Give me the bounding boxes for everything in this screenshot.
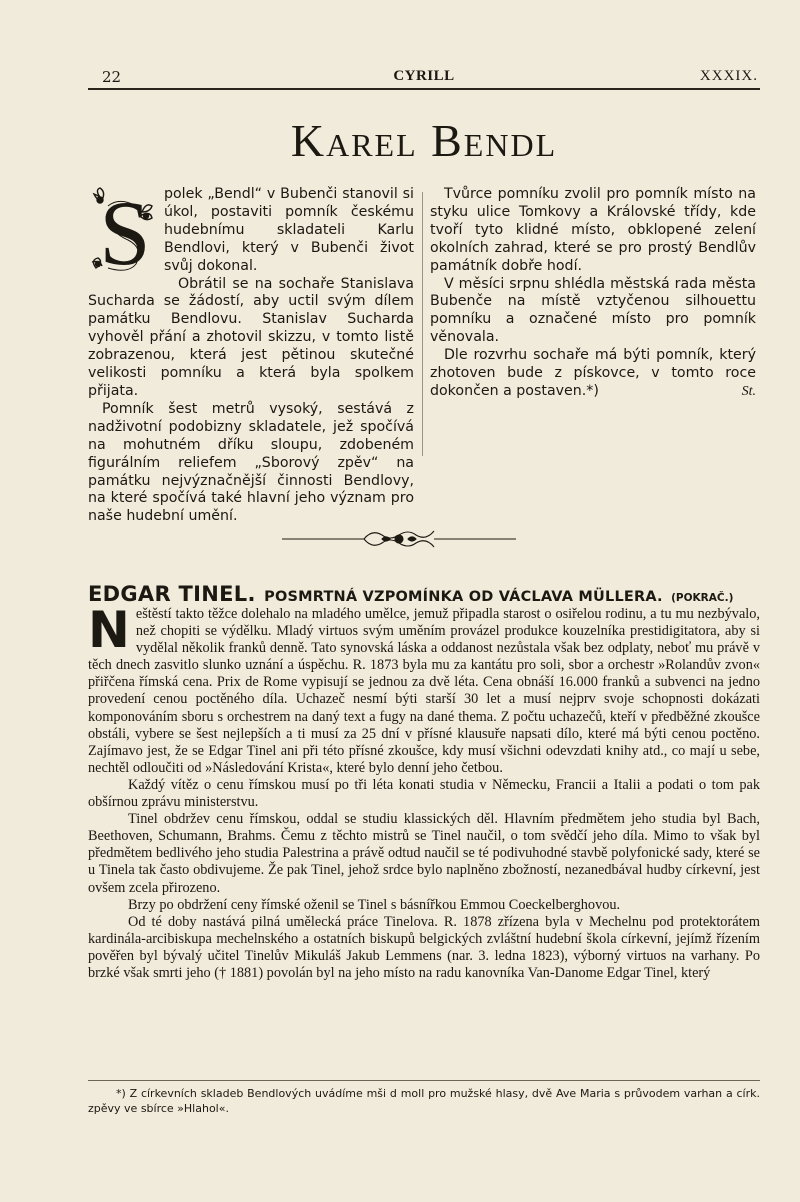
page-number: 22 [102,68,122,86]
column-left [88,186,414,526]
footnote-text: *) Z církevních skladeb Bendlových uvádíme mši d moll pro mužské hlasy, dvě Ave Maria s průvodem varhan a círk. zpěvy ve sbírce »Hlahol«. [88,1087,760,1115]
tinel-paragraph-2: Každý vítěz o cenu římskou musí po tři léta konati studia v Německu, Francii a Italii a podati o tom pak obšírnou zprávu ministerstvu. [88,776,760,811]
article-bendl [88,186,760,525]
footnote [88,1086,760,1116]
tinel-paragraph-5: Od té doby nastává pilná umělecká práce Tinelova. R. 1878 zřízena byla v Mechelnu pod protektorátem kardinála-arcibiskupa mechelnského a ostatních biskupů belgických zvláštní hudební škola církevní, jejímž řízením pověřen byl bývalý učitel Tinelův Mikuláš Jakub Lemmens (nar. 3. ledna 1823), výborný virtuos na varhany. Po brzké však smrti jeho († 1881) povolán byl na jeho místo na radu kanovníka Van-Danome Edgar Tinel, který [88,913,760,981]
tinel-title-subtitle: POSMRTNÁ VZPOMÍNKA OD VÁCLAVA MÜLLERA. [264,589,663,605]
article-title-bendl: Karel Bendl [290,115,558,166]
header-rule [88,88,760,90]
tinel-paragraph-3: Tinel obdržev cenu římskou, oddal se studiu klassických děl. Hlavním předmětem jeho studia byl Bach, Beethoven, Schumann, Brahms. Čemu z těchto mistrů se Tinel naučil, o tom svědčí jeho díla. Mimo to však byl předmětem bedlivého jeho studia Palestrina a právě odtud naučil se té podivuhodné stavbě polyfonické sady, které se u Tinela tak často obdivujeme. Že pak Tinel, jehož srdce bylo naplněno zbožností, nezanedbával hudby církevní, jest ovšem zcela přirozeno. [88,811,760,896]
ornamental-initial-s-icon [88,186,158,278]
article-tinel [88,601,760,982]
drop-cap-letter: S [99,186,151,278]
bendl-paragraph-5: V měsíci srpnu shlédla městská rada města Bubenče na místě vztyčenou silhouettu pomníku a označené místo pro pomník věnovala. [430,275,756,346]
article-title-tinel [88,578,768,607]
bendl-paragraph-4: Tvůrce pomníku zvolil pro pomník místo na styku ulice Tomkovy a Královské třídy, kde tvoří tyto klidné místo, obklopené zelení okolních zahrad, které se pro prostý Bendlův památník dobře hodí. [430,186,756,274]
bendl-paragraph-1: polek „Bendl“ v Bubenči stanovil si úkol, postaviti pomník českému hudebnímu skladateli Karlu Bendlovi, který v Bubenči život svůj dokonal. [164,186,414,274]
running-header [88,68,760,88]
journal-title: CYRILL [393,68,455,84]
flourish-divider-icon [282,526,516,552]
bendl-paragraph-6 [430,347,756,401]
tinel-title-name: EDGAR TINEL. [88,582,256,606]
tinel-paragraph-1-text: eštěstí takto těžce dolehalo na mladého umělce, jemuž připadla starost o osiřelou rodinu, a tu mu nezbývalo, než chopiti se výdělku. Mladý virtuos svým uměním provázel produkce kouzelníka prestidigitatora, aby si vydělal několik franků denně. Tato synovská láska a oddanost nezůstala však bez odplaty, neboť mu právě v těch dnech zasvitlo slunko uznání a úspěchu. R. 1873 byla mu za kantátu pro soli, sbor a orchestr »Rolandův zvon« přiřčena římská cena. Prix de Rome vypisují se jednou za dvě léta. Cena obnáší 16.000 franků a subvenci na jedno provedení cenou poctěného díla. Uchazeč nesmí býti starší 30 let a musí nejprv svoje schopnosti dokázati komponováním sboru s orchestrem na daný text a fugy na dané thema. Z počtu uchazečů, kteří v předběžné zkoušce obstáli, vybere se šest nejlepších a ti musí za 25 dní v přísné klausuře napsati dílo, které má býti cenou poctěno. Zajímavo jest, že se Edgar Tinel ani při této přísné zkoušce, kdy musí všichni odevzdati knihy atd., co mají u sebe, nechtěl odloučiti od »Následování Krista«, které bylo denní jeho četbou. [88,606,760,776]
bendl-paragraph-6-text: Dle rozvrhu sochaře má býti pomník, který zhotoven bude z pískovce, v tomto roce dokončen a postaven.*) [430,347,756,399]
tinel-title-continued: (POKRAČ.) [671,592,734,604]
volume-number: XXXIX. [699,68,758,84]
column-divider [422,192,423,456]
tinel-paragraph-1 [88,601,760,777]
author-signature: St. [741,383,756,399]
drop-cap-n: N [88,601,130,659]
tinel-paragraph-4: Brzy po obdržení ceny římské oženil se Tinel s básnířkou Emmou Coeckelberghovou. [128,896,621,913]
footnote-rule [88,1080,760,1081]
bendl-paragraph-2: Obrátil se na sochaře Stanislava Sucharda se žádostí, aby uctil svým dílem památku Bendlovu. Stanislav Suchardа vyhověl přání a zhotovil skizzu, v tomto listě zobrazenou, která jest pětinou skutečné velikosti pomníku a která byla spolkem přijata. [88,275,414,399]
bendl-paragraph-3: Pomník šest metrů vysoký, sestává z nadživotní podobizny skladatele, jež spočívá na mohutném dříku sloupu, zdobeném figurálním reliefem „Sborový zpěv“ na památku nejvýznačnější činnosti Bendlovy, na které spočívá také hlavní jeho význam pro naše hudební umění. [88,400,414,525]
column-right [430,186,756,401]
